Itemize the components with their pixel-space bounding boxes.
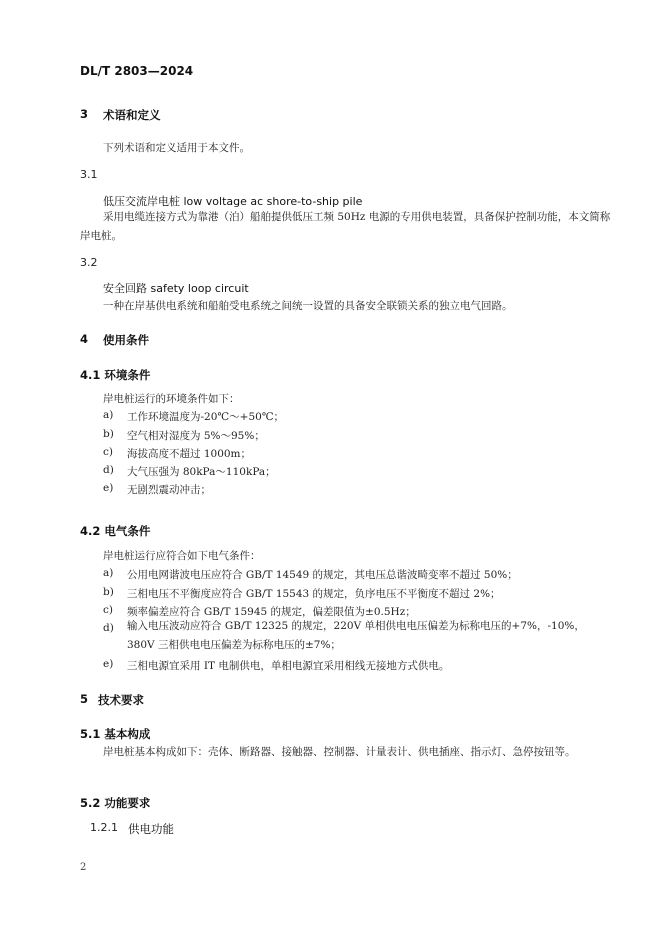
section-4-2-intro: 岸电桩运行应符合如下电气条件：	[103, 550, 261, 562]
section-3-intro: 下列术语和定义适用于本文件。	[103, 142, 250, 154]
section-5-title: 技术要求	[98, 693, 144, 707]
list-item-text: 公用电网谐波电压应符合 GB/T 14549 的规定，其电压总谐波畸变率不超过 50%；	[127, 569, 518, 581]
list-item-label: d)	[103, 622, 114, 634]
list-item-text: 海拔高度不超过 1000m；	[127, 448, 252, 460]
section-4-number: 4	[80, 332, 89, 346]
list-item-text: 无剧烈震动冲击；	[127, 484, 211, 496]
term-3-2-title: 安全回路 safety loop circuit	[103, 282, 249, 295]
section-3-title: 术语和定义	[103, 108, 161, 122]
document-header-id: DL/T 2803—2024	[80, 64, 194, 78]
list-item-text: 输入电压波动应符合 GB/T 12325 的规定，220V 单相供电电压偏差为标称电压的+7%，-10%，380V 三相供电电压偏差为标称电压的±7%；	[127, 620, 585, 651]
section-4-1-intro: 岸电桩运行的环境条件如下：	[103, 393, 240, 405]
section-3-number: 3	[80, 107, 89, 121]
term-3-2-number: 3.2	[80, 256, 98, 269]
term-3-1-number: 3.1	[80, 168, 98, 181]
page-number: 2	[80, 862, 87, 873]
list-item-text: 大气压强为 80kPa～110kPa；	[127, 466, 276, 478]
subsection-5-2-1-title: 供电功能	[128, 822, 174, 836]
list-item-text: 频率偏差应符合 GB/T 15945 的规定，偏差限值为±0.5Hz；	[127, 606, 416, 618]
list-item-label: c)	[103, 604, 113, 616]
section-4-1-title: 4.1 环境条件	[80, 368, 151, 382]
section-5-2-title: 5.2 功能要求	[80, 796, 151, 810]
list-item-label: b)	[103, 428, 114, 440]
list-item-text: 空气相对湿度为 5%～95%；	[127, 430, 265, 442]
section-5-number: 5	[80, 692, 89, 706]
list-item-text: 三相电源宜采用 IT 电制供电，单相电源宜采用相线无接地方式供电。	[127, 660, 450, 672]
list-item-label: c)	[103, 446, 113, 458]
term-3-2-definition: 一种在岸基供电系统和船舶受电系统之间统一设置的具备安全联锁关系的独立电气回路。	[103, 300, 513, 312]
list-item-label: d)	[103, 464, 114, 476]
section-4-2-title: 4.2 电气条件	[80, 524, 151, 538]
subsection-5-2-1-number: 1.2.1	[90, 821, 118, 834]
section-4-title: 使用条件	[103, 333, 149, 347]
list-item-label: a)	[103, 409, 114, 421]
term-3-1-title: 低压交流岸电桩 low voltage ac shore-to-ship pile	[103, 195, 363, 208]
section-5-1-text: 岸电桩基本构成如下：壳体、断路器、接触器、控制器、计量表计、供电插座、指示灯、急停按钮等。	[103, 746, 576, 758]
list-item-label: e)	[103, 658, 114, 670]
list-item-label: b)	[103, 586, 114, 598]
list-item-text: 工作环境温度为-20℃～+50℃；	[127, 411, 285, 423]
term-3-1-definition: 采用电缆连接方式为靠港（泊）船舶提供低压工频 50Hz 电源的专用供电装置，具备保护控制功能，本文简称岸电桩。	[80, 211, 611, 242]
section-5-1-title: 5.1 基本构成	[80, 727, 151, 741]
list-item-label: a)	[103, 567, 114, 579]
list-item-label: e)	[103, 482, 114, 494]
list-item-text: 三相电压不平衡度应符合 GB/T 15543 的规定，负序电压不平衡度不超过 2%；	[127, 588, 501, 600]
